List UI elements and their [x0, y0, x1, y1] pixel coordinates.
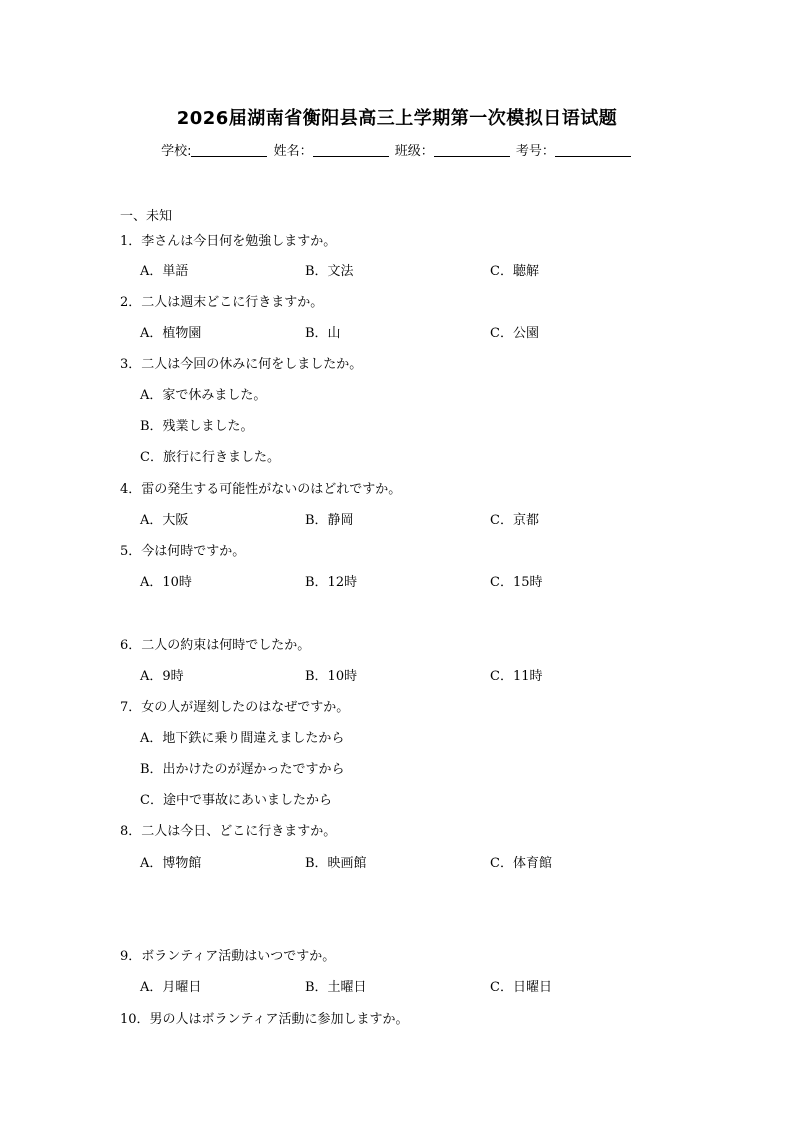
q5-option-a[interactable]: A．10時: [140, 575, 192, 590]
q8-option-a[interactable]: A．博物館: [140, 856, 202, 871]
q6-option-a[interactable]: A．9時: [140, 669, 184, 684]
q1-option-a[interactable]: A．単語: [140, 264, 189, 279]
question-4: 4．雷の発生する可能性がないのはどれですか。: [120, 482, 402, 497]
q2-option-b[interactable]: B．山: [305, 326, 341, 341]
question-9: 9．ボランティア活動はいつですか。: [120, 949, 336, 964]
q7-option-c[interactable]: C．途中で事故にあいましたから: [140, 793, 332, 808]
q4-option-c[interactable]: C．京都: [490, 513, 539, 528]
q3-option-b[interactable]: B．残業しました。: [140, 419, 254, 434]
q9-option-b[interactable]: B．土曜日: [305, 980, 367, 995]
class-blank[interactable]: [434, 144, 510, 157]
question-2: 2．二人は週末どこに行きますか。: [120, 295, 324, 310]
q9-option-c[interactable]: C．日曜日: [490, 980, 552, 995]
q8-option-b[interactable]: B．映画館: [305, 856, 367, 871]
exam-number-label: 考号：: [515, 144, 555, 159]
section-heading: 一、未知: [120, 209, 173, 224]
school-label: 学校:: [161, 144, 192, 159]
question-7: 7．女の人が遅刻したのはなぜですか。: [120, 700, 350, 715]
q4-option-a[interactable]: A．大阪: [140, 513, 189, 528]
q3-option-c[interactable]: C．旅行に行きました。: [140, 450, 280, 465]
q6-option-b[interactable]: B．10時: [305, 669, 358, 684]
q1-option-b[interactable]: B．文法: [305, 264, 354, 279]
q8-option-c[interactable]: C．体育館: [490, 856, 552, 871]
q4-option-b[interactable]: B．静岡: [305, 513, 354, 528]
question-10: 10．男の人はボランティア活動に参加しますか。: [120, 1012, 409, 1027]
q6-option-c[interactable]: C．11時: [490, 669, 543, 684]
q7-option-b[interactable]: B．出かけたのが遅かったですから: [140, 762, 345, 777]
question-1: 1．李さんは今日何を勉強しますか。: [120, 234, 337, 249]
q9-option-a[interactable]: A．月曜日: [140, 980, 202, 995]
question-3: 3．二人は今回の休みに何をしましたか。: [120, 357, 363, 372]
q5-option-c[interactable]: C．15時: [490, 575, 543, 590]
class-label: 班级：: [394, 144, 434, 159]
question-5: 5．今は何時ですか。: [120, 544, 246, 559]
question-8: 8．二人は今日、どこに行きますか。: [120, 824, 337, 839]
q5-option-b[interactable]: B．12時: [305, 575, 358, 590]
exam-title: 2026届湖南省衡阳县高三上学期第一次模拟日语试题: [176, 108, 618, 129]
name-label: 姓名：: [273, 144, 313, 159]
exam-number-blank[interactable]: [555, 144, 631, 157]
name-blank[interactable]: [313, 144, 389, 157]
q2-option-a[interactable]: A．植物園: [140, 326, 202, 341]
q3-option-a[interactable]: A．家で休みました。: [140, 388, 267, 403]
q2-option-c[interactable]: C．公園: [490, 326, 539, 341]
q7-option-a[interactable]: A．地下鉄に乗り間違えましたから: [140, 731, 345, 746]
question-6: 6．二人の約束は何時でしたか。: [120, 638, 311, 653]
student-info-line: [0, 140, 794, 159]
school-blank[interactable]: [191, 144, 267, 157]
q1-option-c[interactable]: C．聴解: [490, 264, 539, 279]
